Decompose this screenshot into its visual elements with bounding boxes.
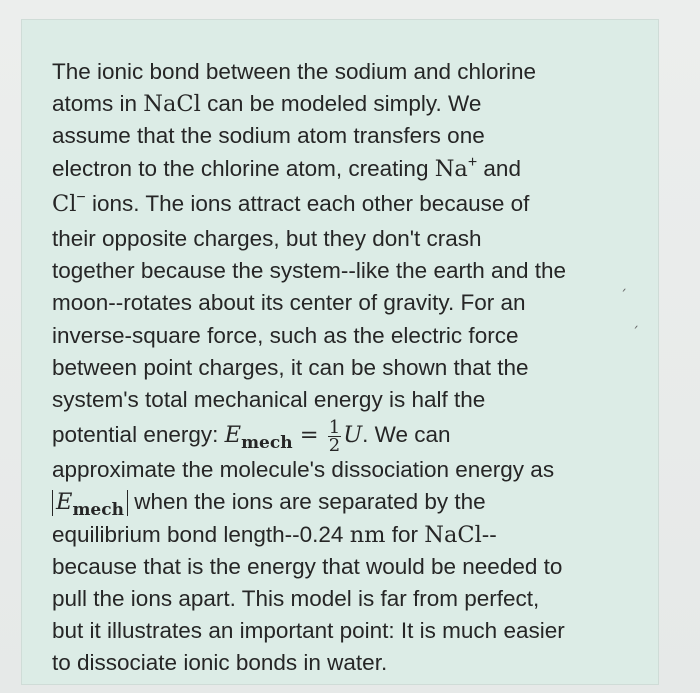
- text-line: between point charges, it can be shown that the: [52, 354, 529, 380]
- equals-sign: =: [292, 422, 326, 449]
- absolute-value-emech: [52, 489, 128, 521]
- formula-na: Na: [434, 155, 468, 182]
- text-run: atoms in: [52, 91, 144, 117]
- text-line: but it illustrates an important point: It is much easier: [52, 618, 565, 644]
- symbol-e: E: [56, 489, 73, 516]
- text-line: [52, 153, 652, 188]
- text-run: . We can: [362, 422, 451, 448]
- problem-text: [52, 56, 652, 680]
- text-line: because that is the energy that would be needed to: [52, 553, 563, 579]
- fraction-one-half: [328, 416, 341, 456]
- text-run: and: [477, 155, 521, 181]
- text-line: [52, 486, 652, 521]
- subscript-mech: mech: [241, 433, 293, 454]
- text-run: --: [481, 521, 497, 547]
- text-run: equilibrium bond length--0.24: [52, 521, 350, 547]
- pen-mark-icon: ˏ: [620, 276, 627, 292]
- text-line: approximate the molecule's dissociation energy as: [52, 457, 555, 483]
- text-line: The ionic bond between the sodium and chlorine: [52, 59, 537, 84]
- fraction-denominator: 2: [328, 434, 341, 456]
- pen-mark-icon: ˏ: [632, 313, 639, 329]
- superscript-plus: +: [467, 153, 478, 171]
- text-line: [52, 519, 652, 551]
- text-line: [52, 188, 652, 223]
- text-line: [52, 88, 652, 120]
- text-line: their opposite charges, but they don't crash: [52, 226, 482, 252]
- text-run: ions. The ions attract each other because of: [85, 190, 530, 216]
- text-line: system's total mechanical energy is half the: [52, 387, 486, 413]
- text-line: assume that the sodium atom transfers one: [52, 123, 485, 149]
- text-run: potential energy:: [52, 422, 225, 448]
- text-run: electron to the chlorine atom, creating: [52, 155, 435, 181]
- text-run: for: [385, 521, 425, 547]
- text-line: moon--rotates about its center of gravity. For an: [52, 290, 526, 316]
- text-line: to dissociate ionic bonds in water.: [52, 650, 388, 676]
- symbol-u: U: [343, 422, 363, 449]
- text-run: can be modeled simply. We: [200, 91, 482, 117]
- fraction-numerator: 1: [328, 416, 341, 438]
- text-line: pull the ions apart. This model is far from perfect,: [52, 586, 540, 612]
- formula-cl: Cl: [52, 190, 77, 217]
- unit-nm: nm: [349, 521, 386, 548]
- formula-nacl: NaCl: [424, 521, 482, 548]
- text-line: together because the system--like the earth and the: [52, 258, 567, 284]
- superscript-minus: −: [76, 188, 86, 206]
- text-run: when the ions are separated by the: [127, 489, 486, 515]
- text-line: [52, 416, 652, 454]
- formula-nacl: NaCl: [143, 91, 201, 118]
- text-line: inverse-square force, such as the electric force: [52, 322, 519, 348]
- symbol-e: E: [224, 422, 242, 449]
- subscript-mech: mech: [72, 500, 124, 521]
